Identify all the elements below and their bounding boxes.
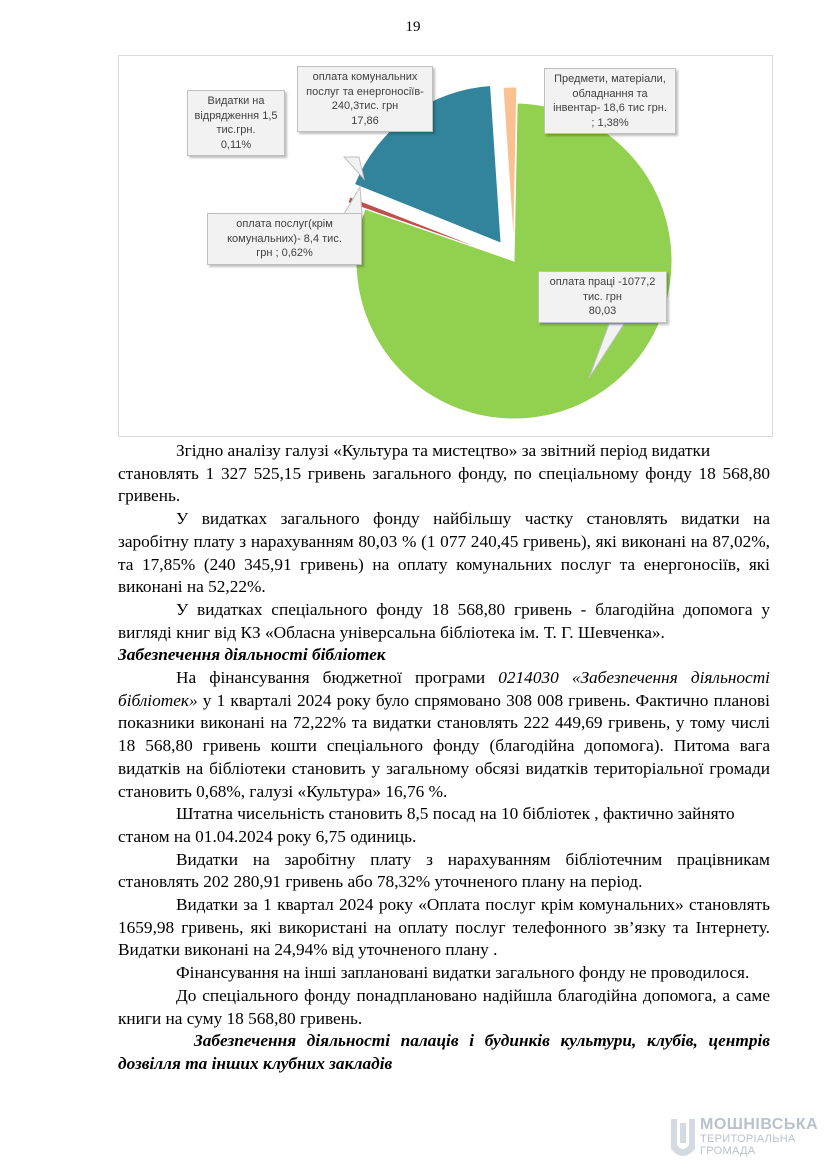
callout-line: Предмети, матеріали,: [554, 73, 666, 85]
callout-line: 240,3тис. грн: [331, 100, 399, 112]
paragraph: [118, 667, 770, 803]
paragraph: Видатки на заробітну плату з нарахуванням бібліотечним працівникам становлять 202 280,91 гривень або 78,32% уточненого плану на період.: [118, 849, 770, 892]
text-section-culture: [118, 440, 770, 1076]
callout-line: оплата праці -1077,2: [549, 276, 656, 288]
logo-title: МОШНІВСЬКА: [700, 1116, 819, 1133]
callout-pratsia: [538, 271, 667, 323]
callout-line: ; 1,38%: [591, 116, 629, 129]
callout-line: обладнання та: [572, 87, 648, 100]
callout-line: тис.грн.: [216, 124, 256, 136]
callout-line: 80,03: [588, 305, 617, 317]
program-code: 0214030: [498, 668, 559, 688]
section-heading: Забезпечення діяльності бібліотек: [118, 645, 386, 665]
callout-pointer: [344, 157, 364, 179]
logo-text: [700, 1117, 818, 1157]
text-run: у 1 кварталі 2024 року було спрямовано 308 008 гривень. Фактично планові показники виконані на 72,22% та видатки становлять 222 449,69 гривень, у тому числі 18 568,80 гривень кошти спеціального фонду (благодійна допомога). Питома вага видатків на бібліотеки становить у загальному обсязі видатків територіальної громади становить 0,68%, галузі «Культура» 16,76 %.: [118, 690, 770, 801]
callout-line: оплата комунальних: [312, 71, 418, 83]
callout-line: грн ; 0,62%: [256, 247, 313, 259]
callout-line: Видатки на: [207, 95, 265, 107]
callout-line: відрядження 1,5: [194, 109, 278, 122]
paragraph: У видатках спеціального фонду 18 568,80 гривень - благодійна допомога у вигляді книг від КЗ «Обласна універсальна бібліотека ім. Т. Г. Шевченка».: [118, 599, 770, 642]
paragraph: У видатках загального фонду найбільшу частку становлять видатки на заробітну плату з нарахуванням 80,03 % (1 077 240,45 гривень), які виконані на 87,02%, та 17,85% (240 345,91 гривень) на оплату комунальних послуг та енергоносіїв, які виконані на 52,22%.: [118, 509, 770, 597]
paragraph: Фінансування на інші заплановані видатки загального фонду не проводилося.: [176, 963, 750, 983]
callout-line: оплата послуг(крім: [236, 218, 333, 230]
text-run: На фінансування бюджетної програми: [176, 668, 499, 688]
callout-line: тис. грн: [583, 290, 622, 303]
paragraph: становлять 1 327 525,15 гривень загального фонду, по спеціальному фонду 18 568,80 гривень.: [118, 463, 770, 506]
callout-pointer: [344, 187, 362, 214]
callout-predmety: [544, 68, 676, 134]
logo-subtitle: ГРОМАДА: [700, 1145, 756, 1157]
paragraph: Згідно аналізу галузі «Культура та мистецтво» за звітний період видатки: [176, 441, 711, 460]
program-name: «Забезпечення діяльності бібліотек»: [118, 668, 770, 710]
callout-line: комунальних)- 8,4 тис.: [227, 232, 342, 245]
callout-vidriadzhennia: [187, 90, 285, 156]
paragraph: До спеціального фонду понадплановано надійшла благодійна допомога, а саме книги на суму 18 568,80 гривень.: [118, 985, 770, 1028]
text-run: [559, 668, 572, 687]
section-heading: Забезпечення діяльності палаців і будинків культури, клубів, центрів дозвілля та інших клубних закладів: [118, 1031, 770, 1073]
callout-line: інвентар- 18,6 тис грн.: [553, 102, 667, 114]
logo-subtitle: ТЕРИТОРІАЛЬНА: [700, 1133, 796, 1145]
callout-posluhy: [207, 213, 362, 265]
paragraph: Штатна чисельність становить 8,5 посад на 10 бібліотек , фактично зайнято станом на 01.04.2024 року 6,75 одиниць.: [118, 804, 735, 846]
callout-line: 0,11%: [220, 138, 252, 151]
callout-line: 17,86: [351, 114, 379, 127]
callout-line: послуг та енергоносіїв-: [306, 85, 424, 98]
paragraph: Видатки за 1 квартал 2024 року «Оплата послуг крім комунальних» становлять 1659,98 гривень, які використані на оплату послуг телефонного зв’язку та Інтернету. Видатки виконані на 24,94% від уточненого плану .: [118, 895, 770, 960]
page-number: 19: [405, 19, 421, 35]
callout-komunalni: [297, 66, 433, 132]
